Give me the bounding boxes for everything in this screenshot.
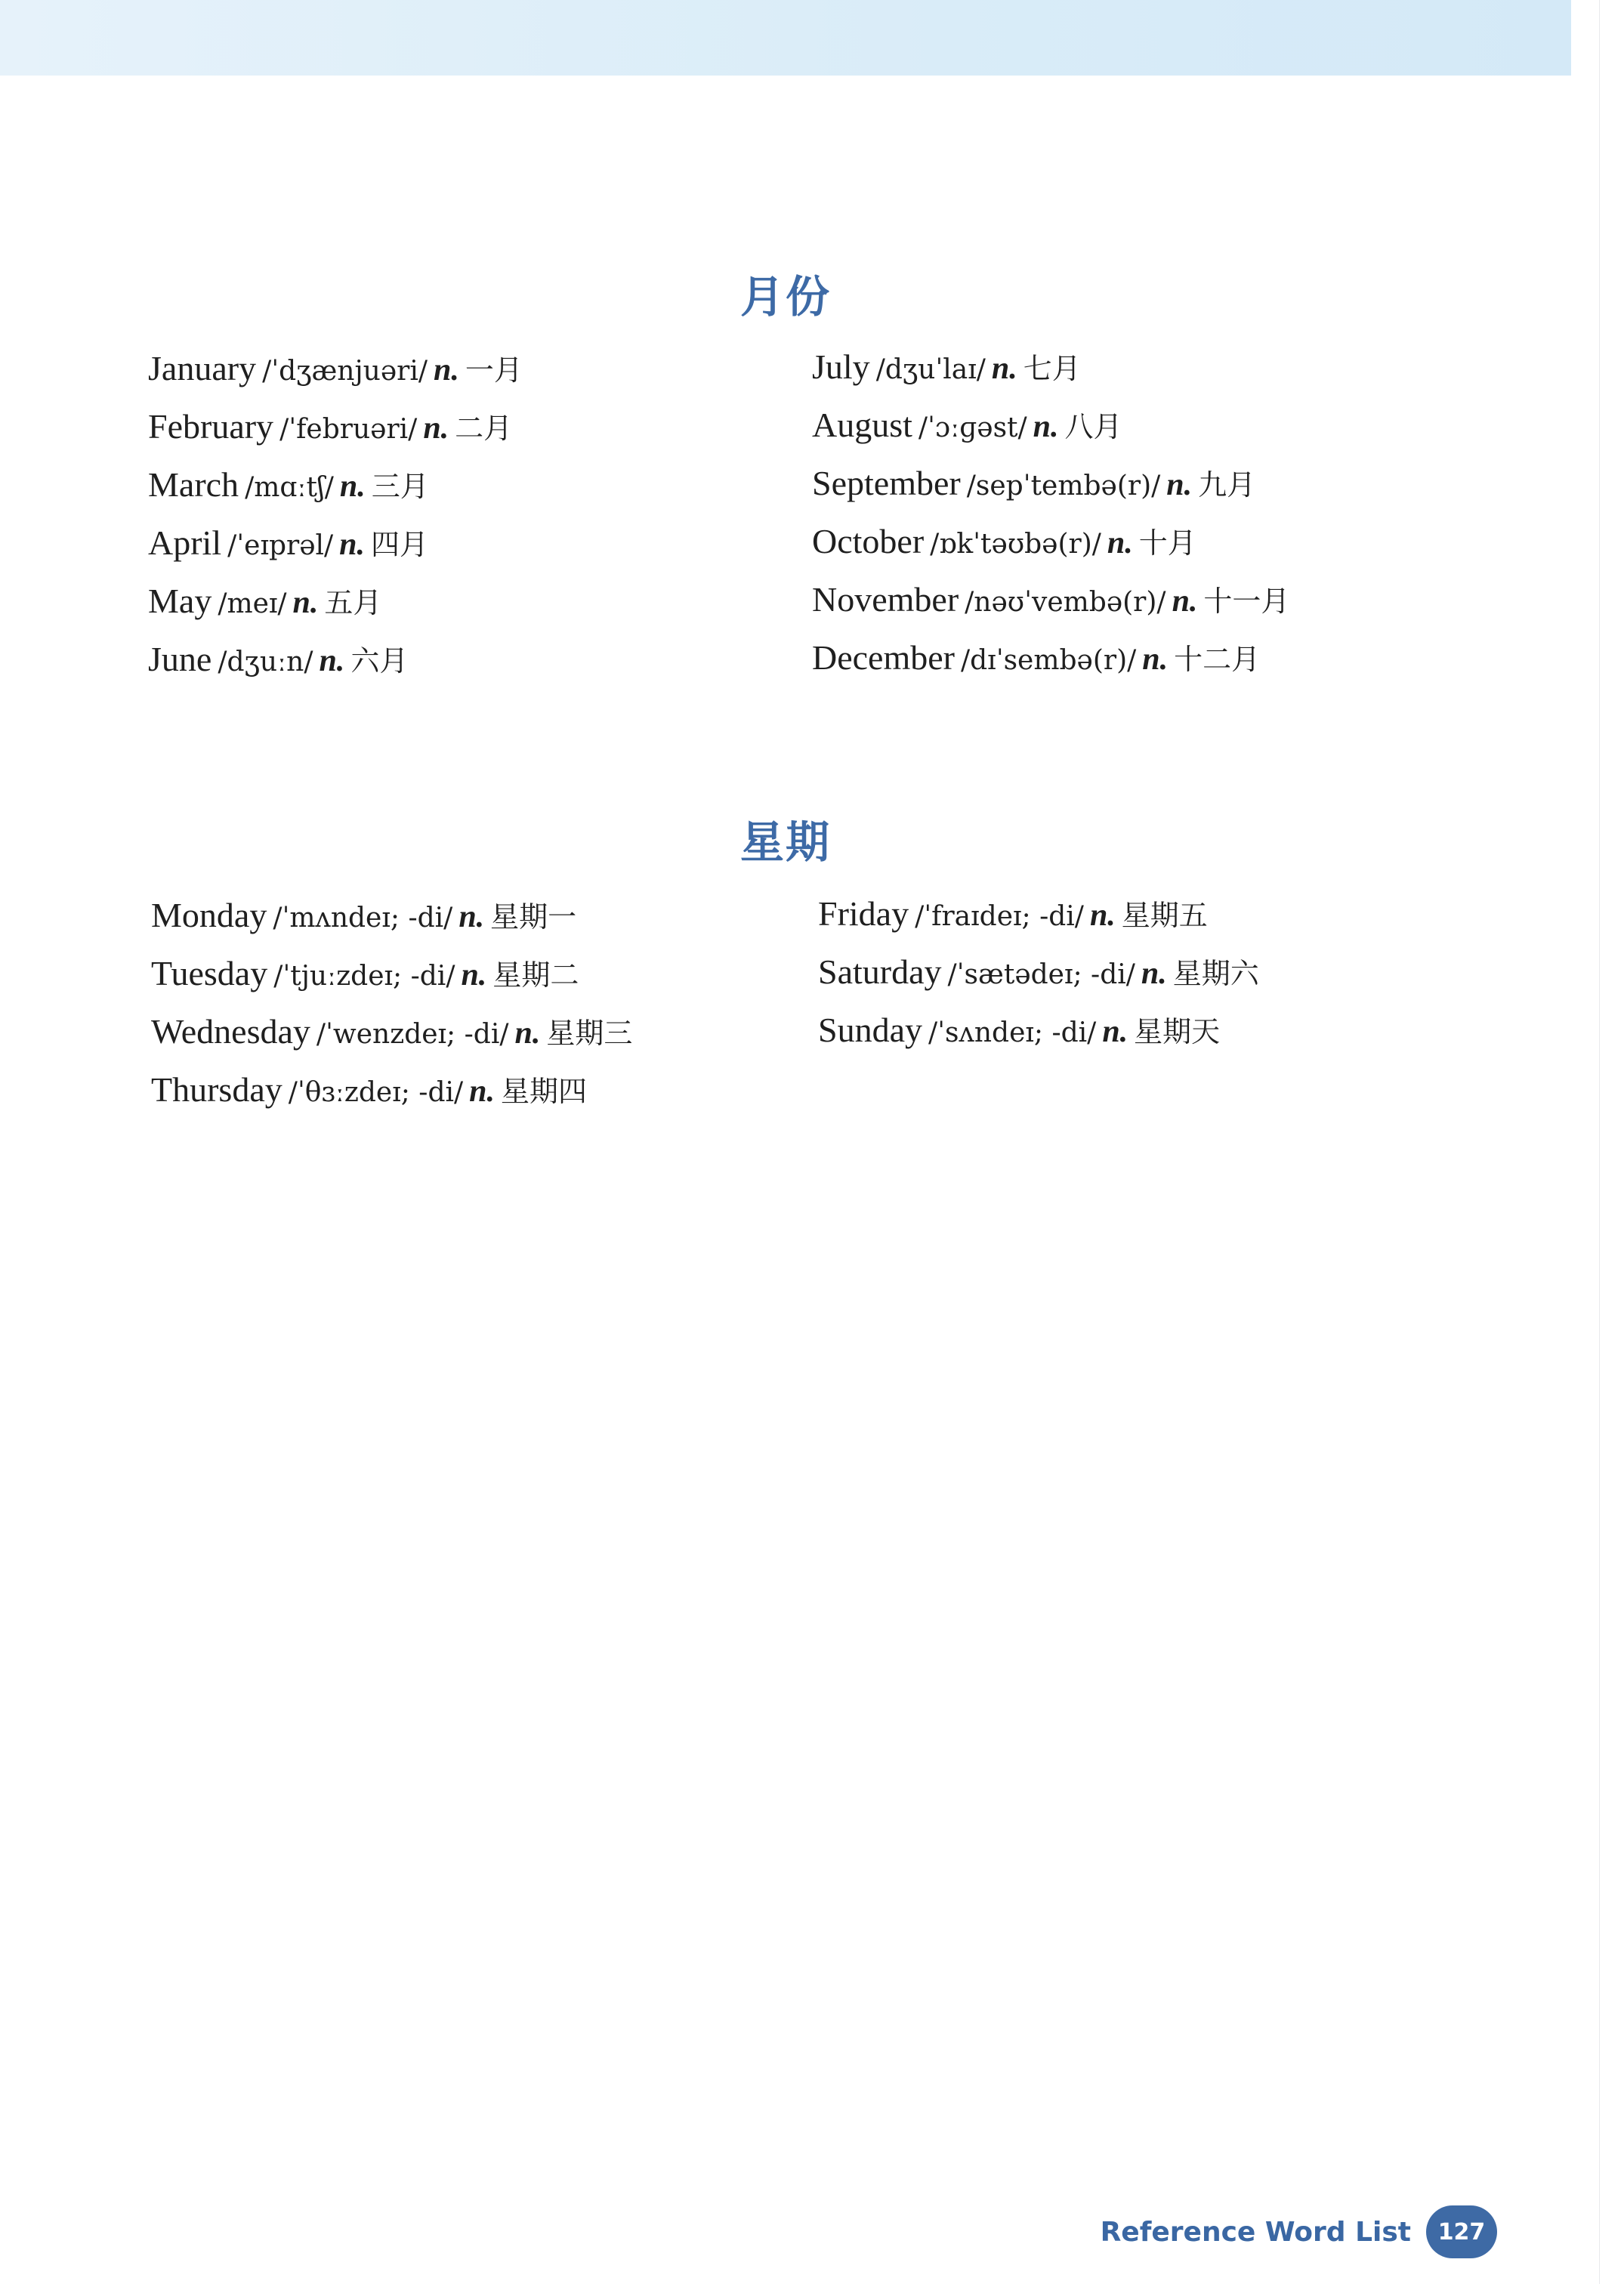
vocab-part-of-speech: n. (292, 585, 319, 620)
vocab-entry (148, 462, 429, 511)
vocab-translation: 五月 (324, 586, 382, 619)
vocab-word: Thursday (151, 1070, 283, 1109)
vocab-translation: 一月 (465, 353, 523, 387)
vocab-word: March (148, 465, 239, 504)
vocab-part-of-speech: n. (514, 1016, 541, 1051)
vocab-translation: 四月 (371, 528, 429, 561)
vocab-part-of-speech: n. (1172, 584, 1198, 619)
vocab-part-of-speech: n. (1141, 956, 1167, 991)
vocab-part-of-speech: n. (991, 351, 1017, 386)
months-section-title: 月份 (739, 271, 831, 323)
vocab-word: Monday (151, 896, 267, 934)
weekdays-section-title: 星期 (739, 816, 831, 868)
vocab-translation: 星期三 (546, 1017, 633, 1050)
vocab-entry (812, 635, 1260, 684)
vocab-word: Tuesday (151, 954, 268, 992)
vocab-word: July (812, 347, 870, 386)
vocab-word: Sunday (818, 1011, 922, 1049)
vocab-translation: 十月 (1138, 526, 1196, 560)
vocab-ipa: /ˈfraɪdeɪ; -di/ (915, 901, 1084, 932)
vocab-part-of-speech: n. (1102, 1014, 1128, 1049)
vocab-part-of-speech: n. (339, 527, 366, 562)
vocab-part-of-speech: n. (461, 958, 487, 992)
vocab-ipa: /ˈtjuːzdeɪ; -di/ (273, 961, 455, 992)
vocab-part-of-speech: n. (469, 1074, 496, 1109)
vocab-part-of-speech: n. (1166, 468, 1193, 502)
vocab-entry (818, 949, 1259, 998)
vocab-word: Friday (818, 894, 909, 933)
vocab-part-of-speech: n. (1033, 409, 1059, 444)
vocab-ipa: /ˈsætədeɪ; -di/ (947, 959, 1135, 990)
vocab-ipa: /ˈfebruəri/ (279, 414, 418, 445)
vocab-ipa: /dɪˈsembə(r)/ (961, 645, 1137, 676)
vocab-translation: 星期天 (1134, 1015, 1221, 1048)
vocab-word: February (148, 407, 274, 446)
vocab-entry (148, 404, 512, 452)
vocab-ipa: /dʒuˈlaɪ/ (875, 354, 986, 385)
vocab-part-of-speech: n. (1089, 898, 1116, 933)
vocab-part-of-speech: n. (1142, 642, 1169, 677)
page-edge-line (1599, 0, 1600, 2284)
vocab-translation: 三月 (371, 470, 429, 503)
vocab-entry (818, 891, 1208, 940)
vocab-translation: 八月 (1064, 410, 1122, 443)
vocab-part-of-speech: n. (319, 644, 345, 678)
vocab-word: November (812, 580, 959, 619)
vocab-word: October (812, 522, 925, 560)
vocab-word: December (812, 638, 955, 677)
top-header-band (0, 0, 1571, 76)
vocab-ipa: /ˈmʌndeɪ; -di/ (273, 903, 453, 934)
vocab-entry (812, 403, 1122, 451)
vocab-entry (818, 1008, 1220, 1056)
footer-label: Reference Word List (1100, 2216, 1411, 2248)
vocab-translation: 九月 (1198, 468, 1256, 502)
vocab-entry (812, 461, 1255, 509)
vocab-translation: 星期一 (490, 900, 577, 934)
page-number-badge: 127 (1426, 2205, 1497, 2258)
vocab-entry (148, 637, 408, 685)
page-right-margin (1571, 0, 1624, 2284)
vocab-translation: 十一月 (1203, 585, 1290, 618)
vocab-word: Saturday (818, 952, 942, 991)
vocab-word: May (148, 582, 212, 620)
vocab-ipa: /ˈwenzdeɪ; -di/ (316, 1019, 509, 1050)
vocab-ipa: /ˈɔːɡəst/ (918, 412, 1027, 443)
vocab-entry (148, 520, 428, 569)
vocab-translation: 二月 (455, 412, 513, 445)
vocab-word: Wednesday (151, 1012, 310, 1051)
page-footer (1101, 2205, 1497, 2258)
vocab-entry (148, 346, 523, 394)
vocab-ipa: /ˈsʌndeɪ; -di/ (928, 1017, 1097, 1048)
vocab-word: June (148, 640, 212, 678)
vocab-translation: 星期二 (492, 958, 579, 992)
vocab-translation: 六月 (350, 644, 409, 677)
vocab-translation: 十二月 (1174, 643, 1261, 676)
vocab-entry (151, 893, 576, 941)
vocab-ipa: /dʒuːn/ (218, 647, 313, 677)
vocab-part-of-speech: n. (423, 411, 449, 446)
vocab-ipa: /sepˈtembə(r)/ (966, 471, 1161, 502)
vocab-entry (151, 1009, 632, 1057)
vocab-part-of-speech: n. (458, 900, 485, 934)
vocab-word: April (148, 523, 222, 562)
vocab-translation: 星期六 (1172, 957, 1259, 990)
vocab-translation: 七月 (1023, 352, 1081, 385)
vocab-entry (151, 951, 579, 999)
vocab-word: August (812, 406, 912, 444)
vocab-ipa: /ɒkˈtəʊbə(r)/ (930, 529, 1101, 560)
vocab-ipa: /ˈθɜːzdeɪ; -di/ (288, 1077, 464, 1108)
vocab-word: January (148, 349, 257, 387)
vocab-word: September (812, 464, 961, 502)
vocab-entry (812, 577, 1289, 625)
vocab-entry (812, 519, 1196, 567)
vocab-ipa: /nəʊˈvembə(r)/ (965, 587, 1166, 618)
vocab-part-of-speech: n. (339, 469, 366, 504)
vocab-ipa: /ˈeɪprəl/ (227, 530, 334, 561)
vocab-entry (148, 579, 381, 627)
vocab-ipa: /ˈdʒænjuəri/ (262, 356, 428, 387)
vocab-entry (812, 344, 1081, 393)
vocab-part-of-speech: n. (433, 353, 459, 387)
vocab-ipa: /mɑːtʃ/ (245, 472, 334, 503)
vocab-ipa: /meɪ/ (218, 588, 287, 619)
vocab-translation: 星期五 (1121, 899, 1208, 932)
vocab-part-of-speech: n. (1107, 526, 1133, 560)
vocab-translation: 星期四 (501, 1075, 588, 1108)
vocab-entry (151, 1067, 587, 1116)
